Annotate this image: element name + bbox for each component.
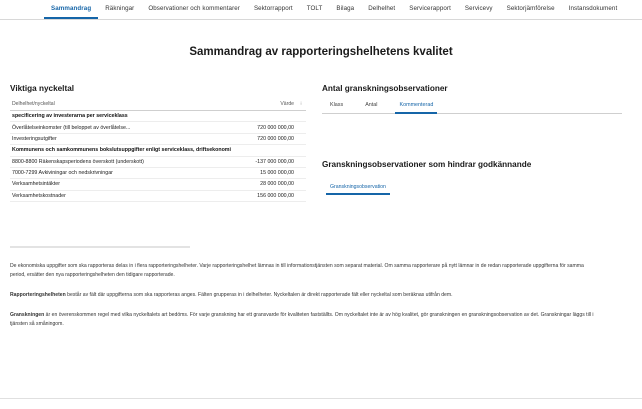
tab-delhelhet[interactable]	[361, 0, 402, 19]
row-label: Verksamhetskostnader	[10, 190, 250, 201]
row-value: 720 000 000,00	[250, 122, 296, 133]
paragraph-lead: Granskningen	[10, 311, 45, 318]
tab-observationer-och-kommentarer[interactable]	[141, 0, 247, 19]
subtab-kommenterad[interactable]	[395, 99, 437, 114]
paragraph-text: är en överenskommen regel med vilka nyckeltalets art bedöms. För varje granskning har ett gransvarde för kvaliteten fastställts. Om nyckeltalet inte är av hög kvalitet, gör granskningen en granskningsobservation av det. Granskningar läggs till i tjänsten så småningom.	[10, 311, 594, 327]
col-header-delhelhet[interactable]: Delhelhet/nyckeltal	[10, 99, 250, 111]
tab-label: Sektorrapport	[253, 5, 293, 12]
tab-label: Delhelhet	[368, 5, 396, 12]
key-figures-title: Viktiga nyckeltal	[10, 84, 75, 93]
tab-sammandrag[interactable]	[44, 0, 98, 19]
row-value: 156 000 000,00	[250, 190, 296, 201]
table-row[interactable]	[10, 156, 306, 167]
tab-label: Sektorjämförelse	[506, 5, 555, 12]
col-header-sort[interactable]	[296, 99, 306, 111]
paragraph-reporting-entities	[10, 262, 600, 280]
tab-instansdokument[interactable]	[562, 0, 625, 19]
tab-label: TOLT	[306, 5, 323, 12]
row-value	[250, 111, 296, 122]
subtab-label: Antal	[365, 102, 378, 108]
row-value: 720 000 000,00	[250, 133, 296, 144]
row-label: Investeringsutgifter	[10, 133, 250, 144]
paragraph-rapporteringshelheten	[10, 291, 600, 300]
row-label: Överlåtelseinkomster (till beloppet av överlåtelse...	[10, 122, 250, 133]
paragraph-lead: Rapporteringshelheten	[10, 291, 66, 298]
subtab-label: Kommenterad	[399, 102, 434, 108]
tab-label: Servicerapport	[409, 5, 451, 12]
tab-rakningar[interactable]	[98, 0, 141, 19]
observations-empty-area	[322, 114, 622, 160]
observations-panel	[322, 84, 622, 202]
row-value: 28 000 000,00	[250, 179, 296, 190]
subtab-klass[interactable]	[326, 99, 347, 114]
tab-bilaga[interactable]	[329, 0, 361, 19]
tab-label: Räkningar	[105, 5, 135, 12]
observations-title: Antal granskningsobservationer	[322, 84, 448, 93]
row-label: 8800-8800 Räkenskapsperiodens överskott (underskott)	[10, 156, 250, 167]
table-row[interactable]	[10, 111, 306, 122]
row-actions	[296, 167, 306, 178]
paragraph-text: består av fält där uppgifterna som ska rapporteras anges. Fälten grupperas in i delhelheter. Nyckeltalen är direkt rapporterade fält eller nyckeltal som beräknas utifrån dem.	[65, 291, 453, 298]
table-row[interactable]	[10, 167, 306, 178]
paragraph-text: De ekonomiska uppgifter som ska rapporteras delas in i flera rapporteringshelheter. Varje rapporteringshelhet lämnas in till informationstjänsten som separat material. Om samma rapporterare på nytt lämnar in de redan rapporterade uppgifterna för samma period, ersätter den nya rapporteringshelheten den tidigare rapporterade.	[10, 263, 584, 278]
tab-sektorjamforelse[interactable]	[500, 0, 562, 19]
content-columns	[0, 84, 642, 202]
key-figures-panel	[10, 84, 306, 202]
tab-granskningsobservation[interactable]: Granskningsobservation	[326, 182, 390, 195]
table-row[interactable]	[10, 190, 306, 201]
table-header-row	[10, 99, 306, 111]
row-actions	[296, 133, 306, 144]
observations-subtabs	[322, 99, 622, 114]
row-actions	[296, 156, 306, 167]
row-actions	[296, 122, 306, 133]
row-label: Verksamhetsintäkter	[10, 179, 250, 190]
blocking-observations-tabs	[322, 175, 622, 195]
table-row[interactable]	[10, 179, 306, 190]
col-header-varde[interactable]: Värde	[250, 99, 296, 111]
page-title: Sammandrag av rapporteringshelhetens kvalitet	[189, 46, 453, 58]
row-value: 15 000 000,00	[250, 167, 296, 178]
tab-label: Servicevy	[464, 5, 493, 12]
table-row[interactable]	[10, 122, 306, 133]
row-actions	[296, 145, 306, 156]
tab-tolt[interactable]	[300, 0, 330, 19]
paragraph-granskningen	[10, 311, 600, 329]
tab-label: Observationer och kommentarer	[148, 5, 240, 12]
tab-servicevy[interactable]	[458, 0, 500, 19]
tab-label: Bilaga	[336, 5, 355, 12]
blocking-observations-title: Granskningsobservationer som hindrar godkännande	[322, 160, 532, 169]
row-value	[250, 145, 296, 156]
row-label: specificering av investerarna per serviceklass	[10, 111, 250, 122]
row-label: Kommunens och samkommunens bokslutsuppgifter enligt serviceklass, driftsekonomi	[10, 145, 250, 156]
sort-icon: ⁝	[300, 101, 302, 107]
row-label: 7000-7299 Avkiviningar och nedskrivningar	[10, 167, 250, 178]
bottom-rule	[0, 398, 642, 399]
tab-label: Instansdokument	[568, 5, 618, 12]
row-value: -137 000 000,00	[250, 156, 296, 167]
key-figures-table	[10, 99, 306, 202]
main-tabbar	[0, 0, 642, 20]
table-row[interactable]	[10, 133, 306, 144]
tab-servicerapport[interactable]	[402, 0, 458, 19]
row-actions	[296, 190, 306, 201]
subtab-antal[interactable]	[361, 99, 381, 114]
table-row[interactable]	[10, 145, 306, 156]
subtab-label: Klass	[330, 102, 344, 108]
tab-label: Sammandrag	[51, 5, 92, 12]
explanatory-text	[0, 248, 612, 329]
row-actions	[296, 111, 306, 122]
tab-sektorrapport[interactable]	[247, 0, 300, 19]
row-actions	[296, 179, 306, 190]
